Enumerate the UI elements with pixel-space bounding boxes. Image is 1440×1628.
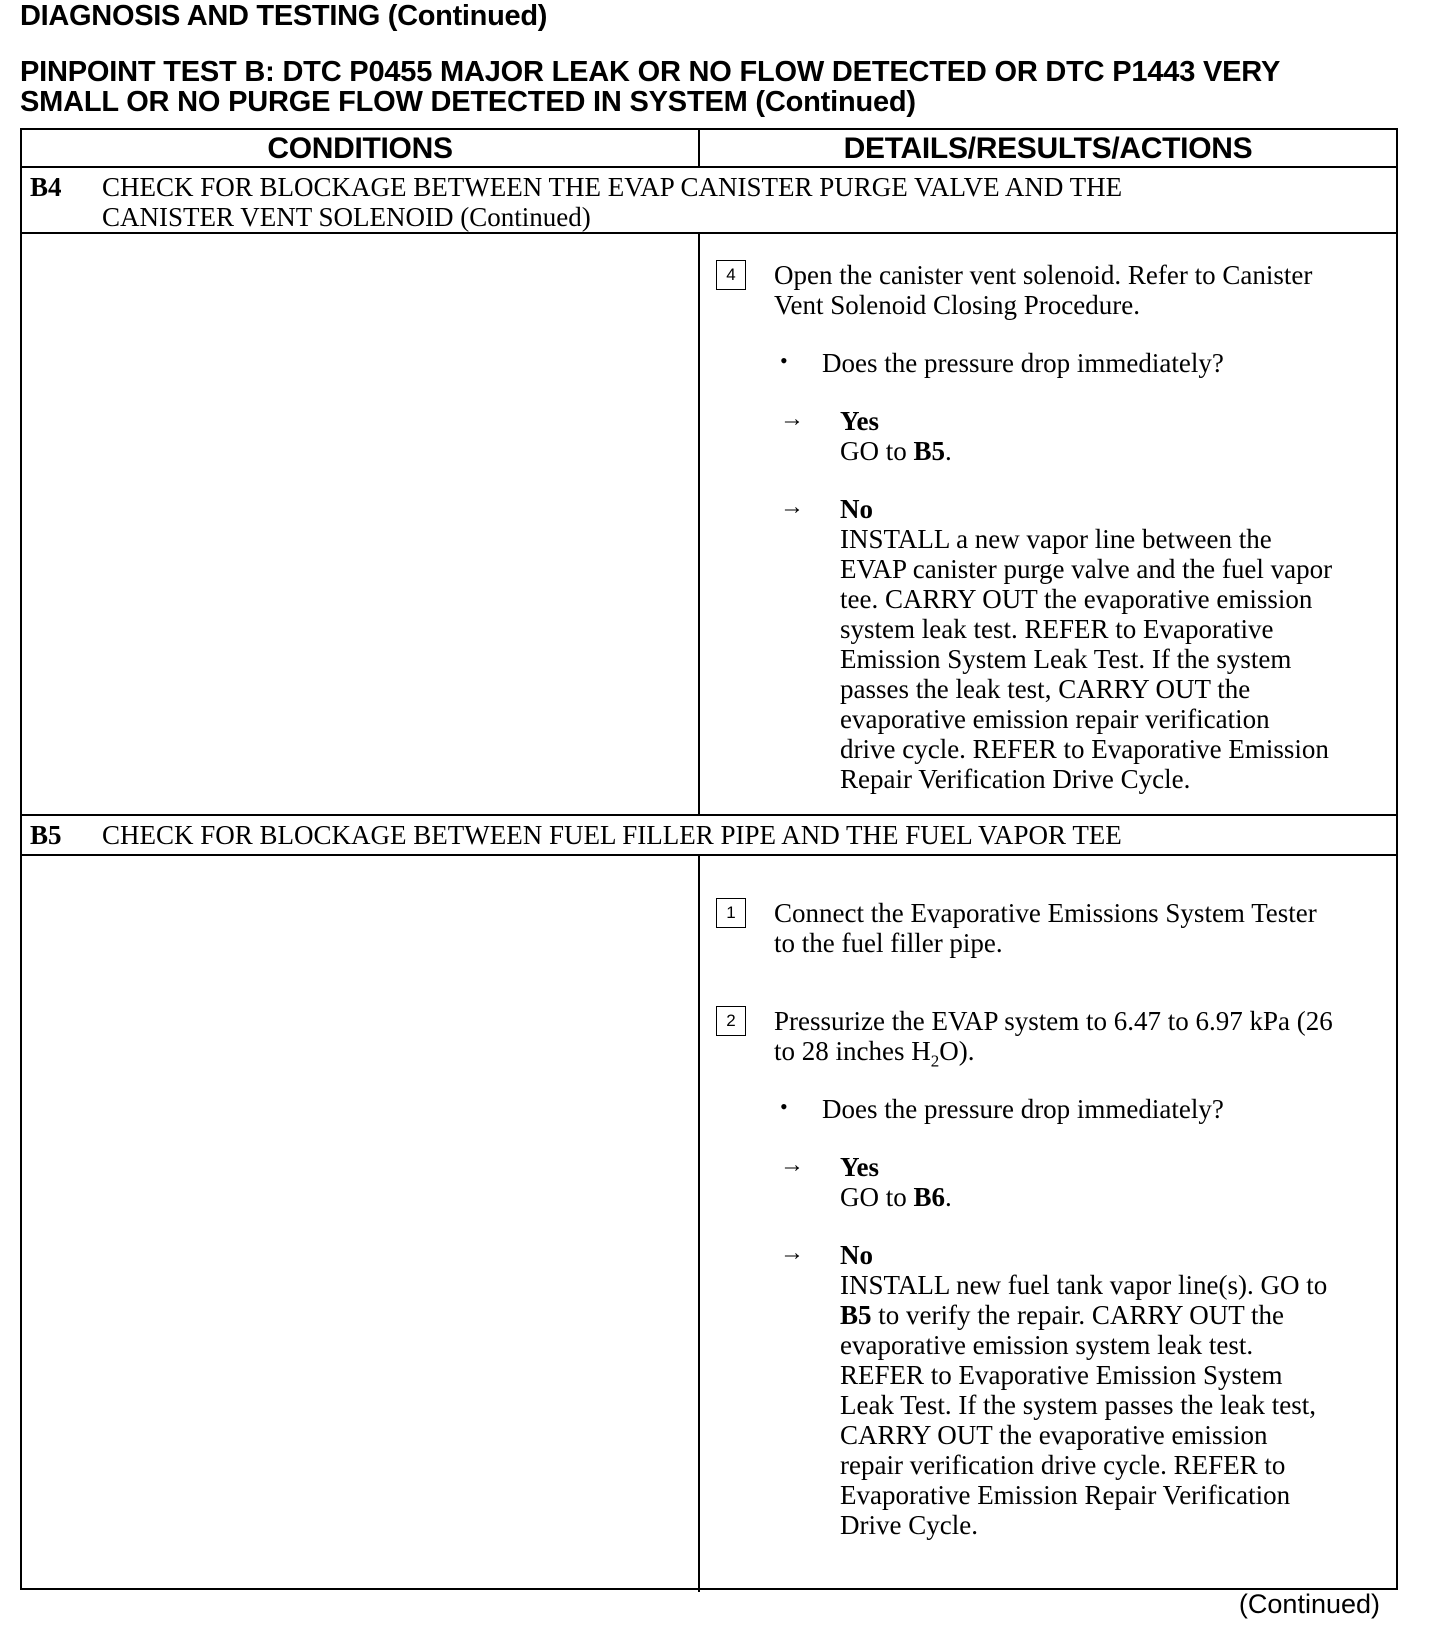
bullet-icon: •: [780, 348, 788, 373]
step-b4-heading-line1: CHECK FOR BLOCKAGE BETWEEN THE EVAP CANISTER PURGE VALVE AND THE: [102, 172, 1123, 202]
page-title: DIAGNOSIS AND TESTING (Continued): [20, 0, 548, 32]
continued-footer: (Continued): [1238, 1589, 1380, 1619]
b5-question: Does the pressure drop immediately?: [822, 1094, 1224, 1124]
b4-no-line: Repair Verification Drive Cycle.: [840, 764, 1191, 794]
b5-step1-line2: to the fuel filler pipe.: [774, 928, 1003, 958]
b5-yes-go: GO to: [840, 1182, 914, 1212]
arrow-right-icon: →: [780, 494, 804, 520]
column-divider: [698, 234, 700, 816]
b4-yes-label: Yes: [840, 406, 879, 436]
pinpoint-test-title-line1: PINPOINT TEST B: DTC P0455 MAJOR LEAK OR NO FLOW DETECTED OR DTC P1443 VERY: [20, 56, 1281, 88]
b4-yes-go: GO to: [840, 436, 914, 466]
b4-step4-line1: Open the canister vent solenoid. Refer to Canister: [774, 260, 1313, 290]
b5-no-line: evaporative emission system leak test.: [840, 1330, 1254, 1360]
b4-no-line: tee. CARRY OUT the evaporative emission: [840, 584, 1313, 614]
arrow-right-icon: →: [780, 406, 804, 432]
b4-no-line: Emission System Leak Test. If the system: [840, 644, 1292, 674]
arrow-right-icon: →: [780, 1240, 804, 1266]
b5-no-line: Evaporative Emission Repair Verification: [840, 1480, 1291, 1510]
b4-yes-end: .: [945, 436, 952, 466]
step-number-box-4: 4: [716, 260, 746, 290]
b4-no-line: evaporative emission repair verification: [840, 704, 1270, 734]
b4-step4-line2: Vent Solenoid Closing Procedure.: [774, 290, 1140, 320]
row-divider: [22, 854, 1396, 856]
b4-question: Does the pressure drop immediately?: [822, 348, 1224, 378]
b5-no-line: INSTALL new fuel tank vapor line(s). GO to: [840, 1270, 1328, 1300]
b4-no-line: passes the leak test, CARRY OUT the: [840, 674, 1251, 704]
b5-details: [716, 898, 1376, 1578]
b5-no-step-ref: B5: [840, 1300, 872, 1330]
step-number-box-1: 1: [716, 898, 746, 928]
bullet-icon: •: [780, 1094, 788, 1119]
b4-no-line: INSTALL a new vapor line between the: [840, 524, 1272, 554]
b5-step1-line1: Connect the Evaporative Emissions System Tester: [774, 898, 1317, 928]
step-id-b4: B4: [30, 172, 62, 202]
b5-no-line: Leak Test. If the system passes the leak test,: [840, 1390, 1316, 1420]
b5-step2-line2: [774, 1036, 1333, 1076]
pinpoint-test-table: [20, 128, 1398, 1590]
b4-no-line: drive cycle. REFER to Evaporative Emission: [840, 734, 1329, 764]
b5-no-line: repair verification drive cycle. REFER to: [840, 1450, 1286, 1480]
b5-yes-action: [840, 1182, 952, 1212]
b5-step2-line1: Pressurize the EVAP system to 6.47 to 6.97 kPa (26: [774, 1006, 1333, 1036]
step-b5-heading-line1: CHECK FOR BLOCKAGE BETWEEN FUEL FILLER PIPE AND THE FUEL VAPOR TEE: [102, 820, 1122, 850]
b5-no-line: Drive Cycle.: [840, 1510, 978, 1540]
b5-no-line: [840, 1300, 1327, 1330]
b5-step2-sub: 2: [930, 1051, 940, 1071]
row-divider: [22, 232, 1396, 234]
column-header-details: DETAILS/RESULTS/ACTIONS: [843, 132, 1253, 165]
header-divider: [698, 130, 700, 168]
b5-yes-label: Yes: [840, 1152, 879, 1182]
row-divider: [22, 814, 1396, 816]
pinpoint-test-title-line2: SMALL OR NO PURGE FLOW DETECTED IN SYSTEM (Continued): [20, 86, 916, 118]
b5-no-line: CARRY OUT the evaporative emission: [840, 1420, 1268, 1450]
b5-step2-post: O).: [939, 1036, 975, 1066]
step-id-b5: B5: [30, 820, 62, 850]
row-divider: [22, 166, 1396, 168]
arrow-right-icon: →: [780, 1152, 804, 1178]
b4-yes-target: B5: [913, 436, 946, 466]
b5-no-line2-rest: to verify the repair. CARRY OUT the: [871, 1300, 1284, 1330]
step-number-box-2: 2: [716, 1006, 746, 1036]
step-b4-heading-line2: CANISTER VENT SOLENOID (Continued): [102, 202, 591, 232]
pinpoint-test-title: [20, 57, 1430, 117]
b4-no-line: system leak test. REFER to Evaporative: [840, 614, 1274, 644]
b5-yes-end: .: [945, 1182, 952, 1212]
column-header-conditions: CONDITIONS: [267, 132, 453, 165]
b5-no-line: REFER to Evaporative Emission System: [840, 1360, 1283, 1390]
b4-details: [716, 260, 1376, 820]
b5-no-label: No: [840, 1240, 873, 1270]
b4-no-label: No: [840, 494, 873, 524]
b4-no-line: EVAP canister purge valve and the fuel vapor: [840, 554, 1333, 584]
b4-yes-action: [840, 436, 952, 466]
b5-yes-target: B6: [913, 1182, 946, 1212]
b5-step2-pre: to 28 inches H: [774, 1036, 931, 1066]
column-divider: [698, 856, 700, 1592]
